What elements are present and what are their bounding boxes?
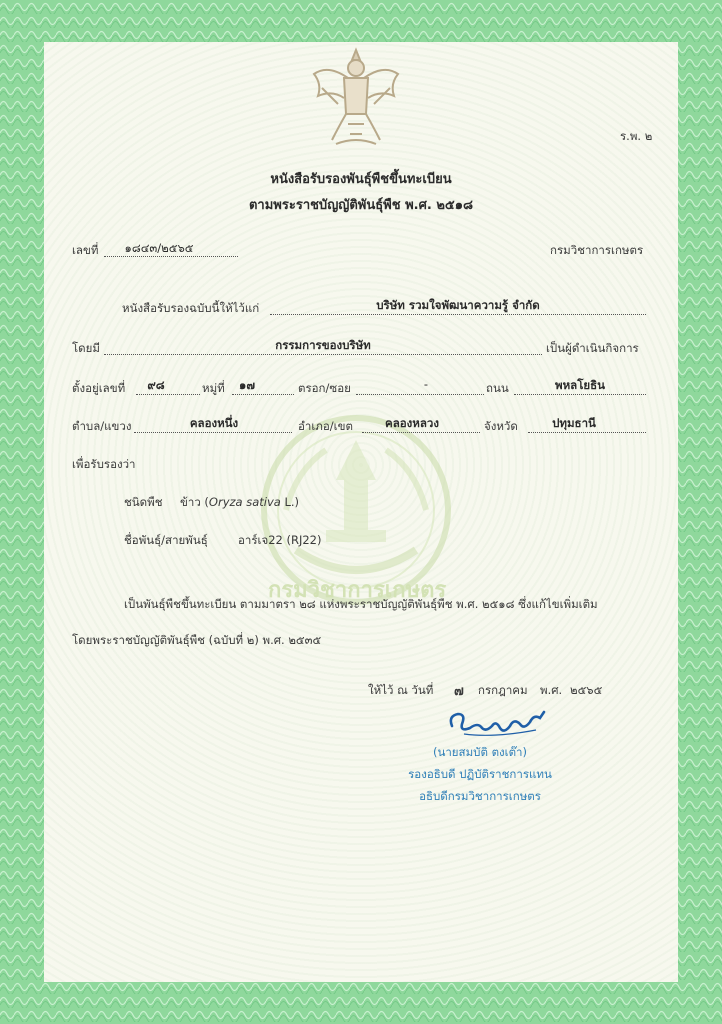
species-tail: L.) bbox=[280, 495, 300, 509]
road-label: ถนน bbox=[486, 381, 509, 395]
moo-label: หมู่ที่ bbox=[202, 381, 225, 395]
date-given-label: ให้ไว้ ณ วันที่ bbox=[368, 683, 434, 697]
number-label: เลขที่ bbox=[72, 243, 99, 257]
moo-value: ๑๗ bbox=[239, 378, 255, 392]
variety-value: อาร์เจ22 (RJ22) bbox=[238, 533, 322, 547]
signature-icon bbox=[444, 704, 554, 740]
operator-label: เป็นผู้ดำเนินกิจการ bbox=[546, 341, 639, 355]
road-value: พหลโยธิน bbox=[554, 378, 605, 392]
seal-watermark-text: กรมวิชาการเกษตร bbox=[268, 578, 447, 603]
form-code: ร.พ. ๒ bbox=[620, 129, 653, 143]
address-number-value: ๙๘ bbox=[147, 378, 165, 392]
by-value: กรรมการของบริษัท bbox=[275, 338, 371, 352]
by-label: โดยมี bbox=[72, 341, 100, 355]
date-year: ๒๕๖๕ bbox=[570, 683, 603, 697]
issued-to-label: หนังสือรับรองฉบับนี้ให้ไว้แก่ bbox=[122, 301, 260, 315]
signatory-position-line2: อธิบดีกรมวิชาการเกษตร bbox=[419, 789, 541, 803]
subdistrict-value: คลองหนึ่ง bbox=[189, 416, 239, 430]
province-label: จังหวัด bbox=[484, 419, 518, 433]
date-month: กรกฎาคม bbox=[478, 683, 528, 697]
soi-dotted-line bbox=[356, 394, 484, 395]
province-value: ปทุมธานี bbox=[552, 416, 596, 430]
species-label: ชนิดพืช bbox=[124, 495, 163, 509]
species-value bbox=[180, 494, 299, 512]
subdistrict-label: ตำบล/แขวง bbox=[72, 419, 132, 433]
date-day: ๗ bbox=[454, 684, 464, 699]
certificate-title: หนังสือรับรองพันธุ์พืชขึ้นทะเบียน bbox=[270, 172, 452, 187]
species-thai: ข้าว ( bbox=[180, 495, 209, 509]
statement-line2: โดยพระราชบัญญัติพันธุ์พืช (ฉบับที่ ๒) พ.ศ. ๒๕๓๕ bbox=[72, 633, 322, 647]
number-value: ๑๘๔๓/๒๕๖๕ bbox=[124, 241, 194, 255]
certificate-subtitle: ตามพระราชบัญญัติพันธุ์พืช พ.ศ. ๒๕๑๘ bbox=[248, 198, 474, 213]
department-name: กรมวิชาการเกษตร bbox=[550, 243, 644, 257]
soi-value: - bbox=[423, 377, 429, 391]
district-value: คลองหลวง bbox=[385, 416, 439, 430]
signatory-name: (นายสมบัติ ตงเต๊า) bbox=[433, 745, 527, 759]
garuda-emblem-icon bbox=[308, 44, 404, 152]
statement-line1: เป็นพันธุ์พืชขึ้นทะเบียน ตามมาตรา ๒๘ แห่งพระราชบัญญัติพันธุ์พืช พ.ศ. ๒๕๑๘ ซึ่งแก้ไขเพิ่มเติม bbox=[124, 597, 598, 611]
address-number-label: ตั้งอยู่เลขที่ bbox=[72, 381, 126, 395]
soi-label: ตรอก/ซอย bbox=[298, 381, 351, 395]
district-label: อำเภอ/เขต bbox=[298, 419, 353, 433]
issued-to-value: บริษัท รวมใจพัฒนาความรู้ จำกัด bbox=[376, 298, 540, 312]
variety-label: ชื่อพันธุ์/สายพันธุ์ bbox=[124, 533, 208, 547]
certify-label: เพื่อรับรองว่า bbox=[72, 457, 136, 471]
date-year-label: พ.ศ. bbox=[540, 683, 563, 697]
signatory-position-line1: รองอธิบดี ปฏิบัติราชการแทน bbox=[408, 767, 552, 781]
species-latin: Oryza sativa bbox=[208, 495, 281, 509]
